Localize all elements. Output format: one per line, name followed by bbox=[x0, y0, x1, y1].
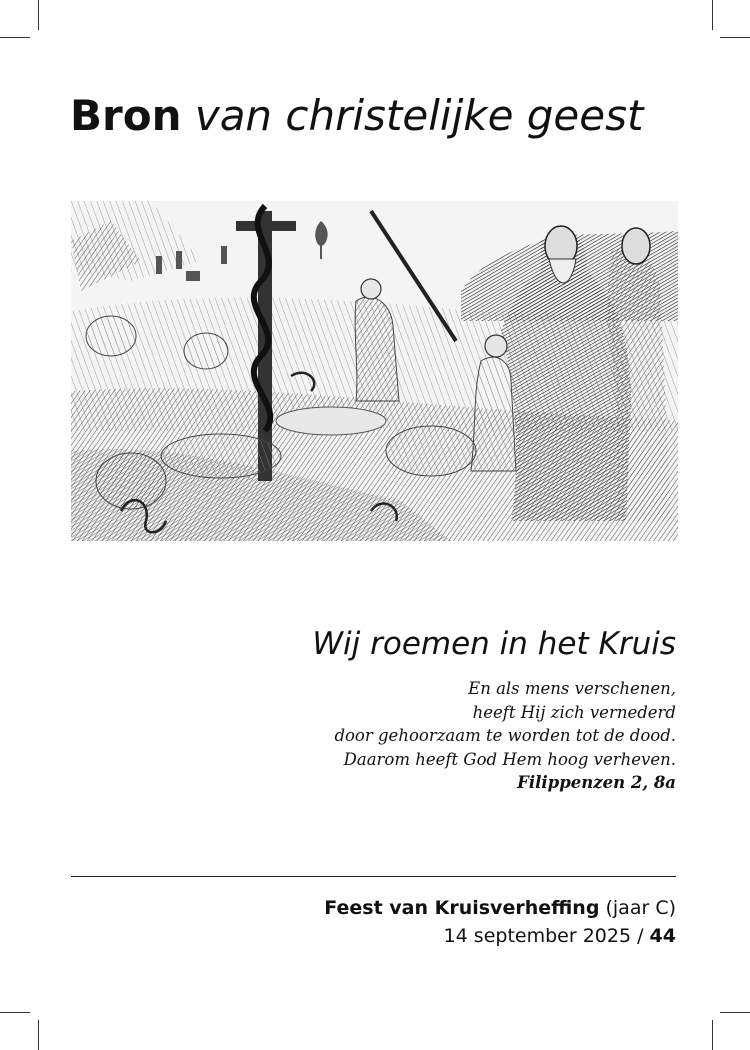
quote-line: door gehoorzaam te worden tot de dood. bbox=[334, 726, 676, 745]
engraving-brazen-serpent-icon bbox=[71, 201, 678, 541]
quote-line: Daarom heeft God Hem hoog verheven. bbox=[343, 749, 676, 769]
crop-mark-top-left bbox=[38, 0, 39, 30]
crop-mark-bottom-left bbox=[38, 1020, 39, 1050]
issue-footer bbox=[324, 894, 676, 950]
issue-date: 14 september 2025 / bbox=[443, 925, 644, 947]
feast-line bbox=[324, 894, 676, 922]
crop-mark-top-right bbox=[712, 0, 713, 30]
crop-mark-top-right-h bbox=[720, 37, 750, 38]
quote-source: Filippenzen 2, 8a bbox=[517, 773, 676, 792]
horizontal-divider bbox=[71, 876, 676, 877]
publication-title bbox=[70, 86, 643, 146]
liturgical-year: (jaar C) bbox=[605, 897, 676, 919]
issue-theme-heading: Wij roemen in het Kruis bbox=[312, 626, 676, 662]
feast-name: Feest van Kruisverheffing bbox=[324, 897, 600, 919]
title-bold: Bron bbox=[70, 91, 182, 140]
date-line bbox=[324, 922, 676, 950]
crop-mark-bottom-left-h bbox=[0, 1012, 30, 1013]
quote-line: En als mens verschenen, bbox=[468, 679, 676, 698]
scripture-quote bbox=[226, 677, 676, 795]
issue-number: 44 bbox=[649, 925, 676, 947]
crop-mark-bottom-right bbox=[712, 1020, 713, 1050]
title-italic: van christelijke geest bbox=[194, 91, 644, 140]
quote-line: heeft Hij zich vernederd bbox=[472, 702, 676, 722]
crop-mark-bottom-right-h bbox=[720, 1012, 750, 1013]
cover-illustration bbox=[71, 201, 678, 541]
crop-mark-top-left-h bbox=[0, 37, 30, 38]
